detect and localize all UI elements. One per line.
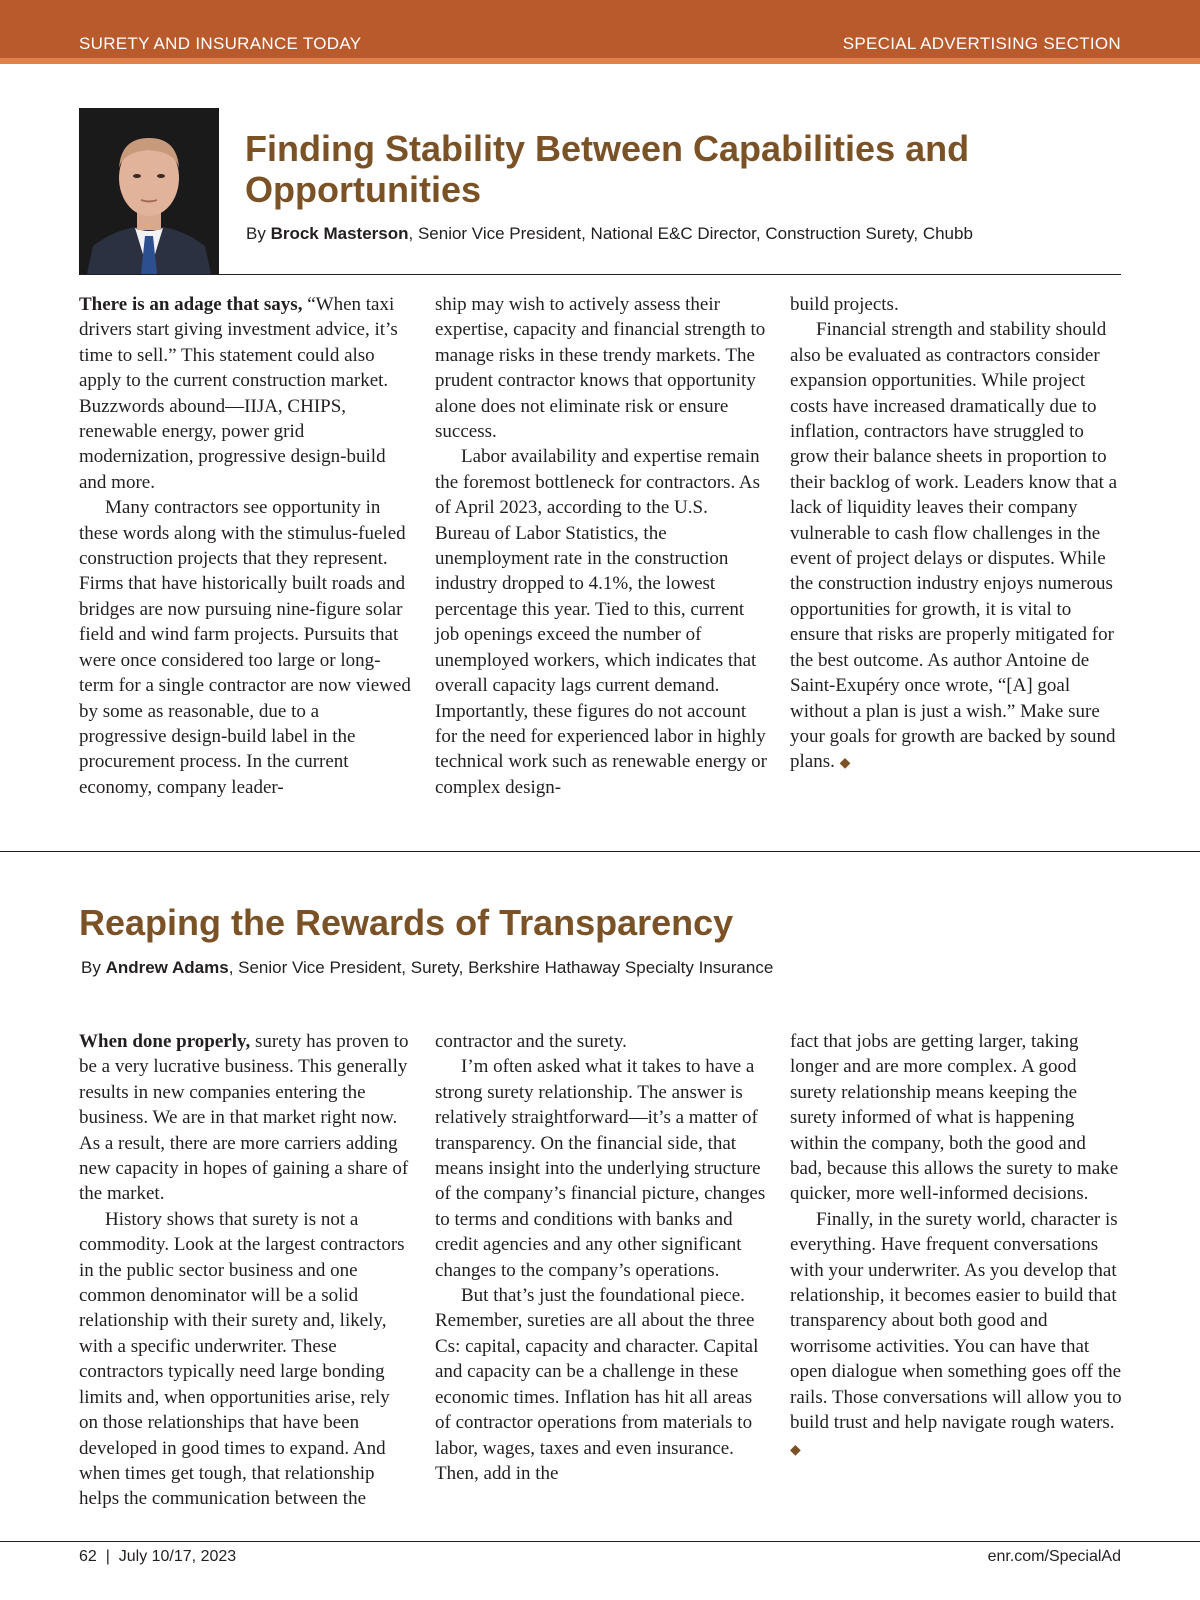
lead-in: When done properly, xyxy=(79,1031,251,1052)
author-role: , Senior Vice President, National E&C Director, Construction Surety, Chubb xyxy=(408,224,973,243)
lead-in: There is an adage that says, xyxy=(79,294,303,315)
paragraph-text: Finally, in the surety world, character is everything. Have frequent conversations with your underwriter. As you develop that relationship, it becomes easier to build that transparency about both good and worrisome activities. You can have that open dialogue when something goes off the rails. Those conversations will allow you to build trust and help navigate rough waters. xyxy=(790,1208,1122,1434)
author-name: Andrew Adams xyxy=(105,958,229,977)
page-info: 62 | July 10/17, 2023 xyxy=(79,1548,237,1565)
article1-column-1 xyxy=(79,292,411,800)
author-portrait xyxy=(79,108,219,274)
article2-column-2 xyxy=(435,1029,767,1486)
paragraph: build projects. xyxy=(790,294,899,315)
section-divider xyxy=(0,851,1200,852)
paragraph: Labor availability and expertise remain the foremost bottleneck for contractors. As of April 2023, according to the U.S. Bureau of Labor Statistics, the unemployment rate in the construction industry dropped to 4.1%, the lowest percentage this year. Tied to this, current job openings exceed the number of unemployed workers, which indicates that overall capacity lags current demand. Importantly, these figures do not account for the need for experienced labor in highly technical work such as renewable energy or complex design- xyxy=(435,446,768,798)
header-stripe xyxy=(0,58,1200,64)
byline-prefix: By xyxy=(81,958,106,977)
author-name: Brock Masterson xyxy=(270,224,409,243)
article2-column-3 xyxy=(790,1029,1122,1463)
paragraph-text: surety has proven to be a very lucrative business. This generally results in new companies entering the business. We are in that market right now. As a result, there are more carriers adding new capacity in hopes of gaining a share of the market. xyxy=(79,1031,409,1205)
section-label: SURETY AND INSURANCE TODAY xyxy=(79,34,362,53)
byline-prefix: By xyxy=(246,224,271,243)
paragraph xyxy=(790,1207,1122,1463)
article-title: Reaping the Rewards of Transparency xyxy=(79,902,734,943)
advertising-label: SPECIAL ADVERTISING SECTION xyxy=(842,34,1121,53)
byline xyxy=(81,958,1081,978)
header-bar xyxy=(0,0,1200,64)
author-role: , Senior Vice President, Surety, Berkshire Hathaway Specialty Insurance xyxy=(228,958,774,977)
byline xyxy=(246,224,1126,244)
paragraph xyxy=(79,1029,411,1207)
article2-column-1 xyxy=(79,1029,411,1512)
paragraph: But that’s just the foundational piece. Remember, sureties are all about the three Cs: capital, capacity and character. Capital and capacity can be a challenge in these economic times. Inflation has hit all areas of contractor operations from materials to labor, wages, taxes and even insurance. Then, add in the xyxy=(435,1285,759,1484)
paragraph-text: Financial strength and stability should also be evaluated as contractors consider expansion opportunities. While project costs have increased dramatically due to inflation, contractors have struggled to grow their balance sheets in proportion to their backlog of work. Leaders know that a lack of liquidity leaves their company vulnerable to cash flow challenges in the event of project delays or disputes. While the construction industry enjoys numerous opportunities for growth, it is vital to ensure that risks are properly mitigated for the best outcome. As author Antoine de Saint-Exupéry once wrote, “[A] goal without a plan is just a wish.” Make sure your goals for growth are backed by sound plans. xyxy=(790,319,1118,773)
website-link[interactable]: enr.com/SpecialAd xyxy=(987,1548,1121,1565)
paragraph: ship may wish to actively assess their expertise, capacity and financial strength to manage risks in these trendy markets. The prudent contractor knows that opportunity alone does not eliminate risk or ensure success. xyxy=(435,294,766,443)
article-title: Finding Stability Between Capabilities and Opportunities xyxy=(245,128,970,210)
paragraph: History shows that surety is not a commodity. Look at the largest contractors in the public sector business and one common denominator will be a solid relationship with their surety and, likely, with a specific underwriter. These contractors typically need large bonding limits and, when opportunities arise, rely on those relationships that have been developed in good times to expand. And when times get tough, that relationship helps the communication between the xyxy=(79,1208,405,1510)
paragraph xyxy=(79,292,411,495)
footer-divider xyxy=(0,1541,1200,1542)
paragraph: fact that jobs are getting larger, taking longer and are more complex. A good surety relationship means keeping the surety informed of what is happening within the company, both the good and bad, because this allows the surety to make quicker, more well-informed decisions. xyxy=(790,1031,1119,1205)
paragraph-text: “When taxi drivers start giving investment advice, it’s time to sell.” This statement could also apply to the current construction market. Buzzwords abound—IIJA, CHIPS, renewable energy, power grid modernization, progressive design-build and more. xyxy=(79,294,398,493)
paragraph: I’m often asked what it takes to have a strong surety relationship. The answer is relatively straightforward—it’s a matter of transparency. On the financial side, that means insight into the underlying structure of the company’s financial picture, changes to terms and conditions with banks and credit agencies and any other significant changes to the company’s operations. xyxy=(435,1056,766,1281)
divider xyxy=(79,274,1121,275)
paragraph: Many contractors see opportunity in these words along with the stimulus-fueled construction projects that they represent. Firms that have historically built roads and bridges are now pursuing nine-figure solar field and wind farm projects. Pursuits that were once considered too large or long-term for a single contractor are now viewed by some as reasonable, due to a progressive design-build label in the procurement process. In the current economy, company leader- xyxy=(79,497,411,798)
end-mark-icon: ◆ xyxy=(790,1442,801,1458)
paragraph: contractor and the surety. xyxy=(435,1031,627,1052)
article1-column-3 xyxy=(790,292,1122,777)
portrait-illustration xyxy=(79,108,219,274)
article1-column-2 xyxy=(435,292,767,800)
paragraph xyxy=(790,317,1122,776)
end-mark-icon: ◆ xyxy=(839,756,851,772)
